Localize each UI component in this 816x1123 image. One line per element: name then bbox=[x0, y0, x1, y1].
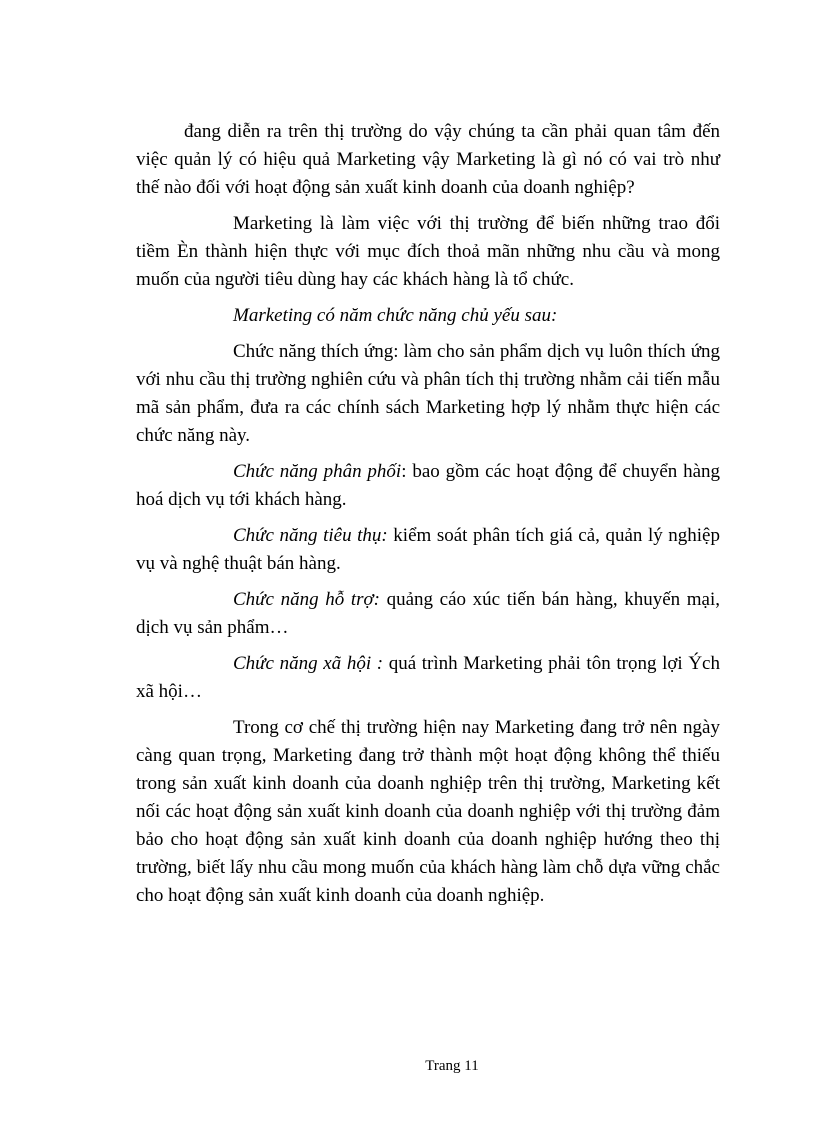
paragraph-support-function bbox=[136, 586, 720, 642]
paragraph-intro: đang diễn ra trên thị trường do vậy chúng ta cần phải quan tâm đến việc quản lý có hiệu quả Marketing vậy Marketing là gì nó có vai trò như thế nào đối với hoạt động sản xuất kinh doanh của doanh nghiệp? bbox=[136, 121, 720, 198]
paragraph-social-function bbox=[136, 650, 720, 706]
paragraph-consumption-function bbox=[136, 522, 720, 578]
paragraph-functions-heading: Marketing có năm chức năng chủ yếu sau: bbox=[233, 305, 558, 326]
consumption-function-label: Chức năng tiêu thụ: bbox=[233, 525, 388, 546]
page-number: Trang 11 bbox=[425, 1058, 479, 1074]
support-function-text: quảng cáo xúc tiến bán hàng, khuyến mại, dịch vụ sản phẩm… bbox=[136, 589, 720, 638]
document-body bbox=[136, 118, 720, 918]
distribution-function-label: Chức năng phân phối bbox=[233, 461, 402, 482]
paragraph-marketing-importance: Trong cơ chế thị trường hiện nay Marketing đang trở nên ngày càng quan trọng, Marketing đang trở thành một hoạt động không thể thiếu trong sản xuất kinh doanh của doanh nghiệp trên thị trường, Marketing kết nối các hoạt động sản xuất kinh doanh của doanh nghiệp với thị trường đảm bảo cho hoạt động sản xuất kinh doanh của doanh nghiệp hướng theo thị trường, biết lấy nhu cầu mong muốn của khách hàng làm chỗ dựa vững chắc cho hoạt động sản xuất kinh doanh của doanh nghiệp. bbox=[136, 717, 720, 906]
distribution-function-text: : bao gồm các hoạt động để chuyển hàng hoá dịch vụ tới khách hàng. bbox=[136, 461, 721, 510]
social-function-text: quá trình Marketing phải tôn trọng lợi Ých xã hội… bbox=[136, 653, 720, 702]
paragraph-marketing-definition: Marketing là làm việc với thị trường để biến những trao đổi tiềm Èn thành hiện thực với mục đích thoả mãn những nhu cầu và mong muốn của người tiêu dùng hay các khách hàng là tổ chức. bbox=[136, 213, 720, 290]
social-function-label: Chức năng xã hội : bbox=[233, 653, 384, 674]
paragraph-adaptation-function: Chức năng thích ứng: làm cho sản phẩm dịch vụ luôn thích ứng với nhu cầu thị trường nghiên cứu và phân tích thị trường nhằm cải tiến mẫu mã sản phẩm, đưa ra các chính sách Marketing hợp lý nhằm thực hiện các chức năng này. bbox=[136, 341, 720, 446]
paragraph-distribution-function bbox=[136, 458, 720, 514]
consumption-function-text: kiểm soát phân tích giá cả, quản lý nghiệp vụ và nghệ thuật bán hàng. bbox=[136, 525, 720, 574]
support-function-label: Chức năng hỗ trợ: bbox=[233, 589, 380, 610]
